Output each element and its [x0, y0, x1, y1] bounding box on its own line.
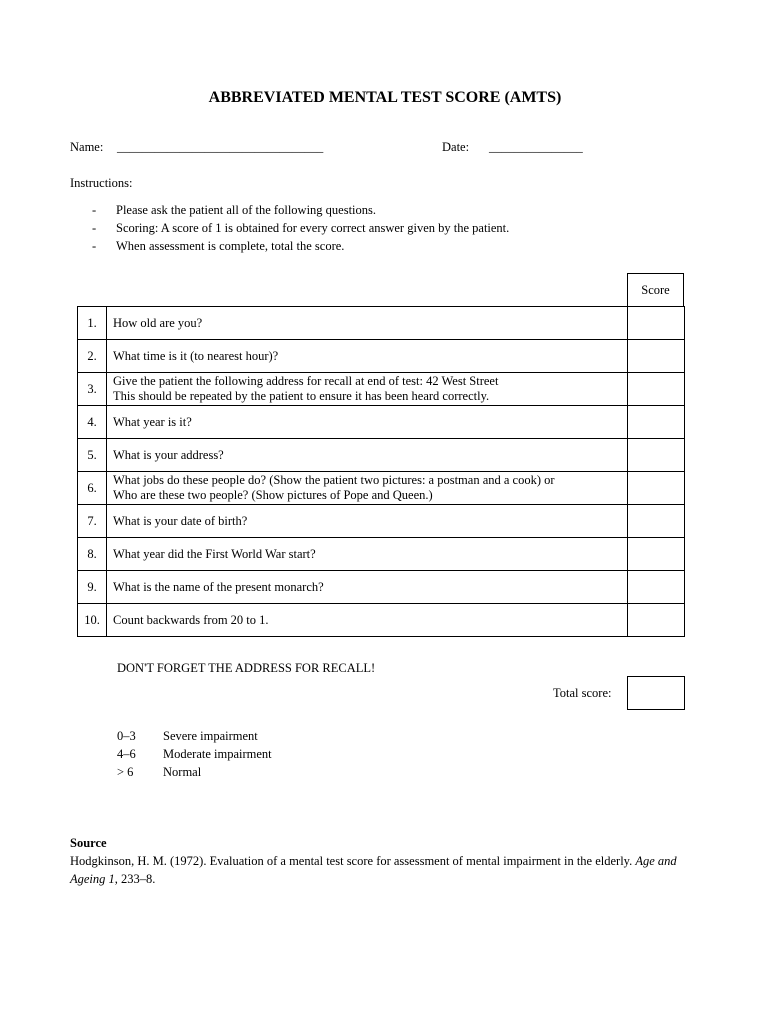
question-number: 5.	[78, 439, 107, 472]
table-row	[78, 571, 685, 604]
question-line-1: Give the patient the following address for recall at end of test: 42 West Street	[113, 374, 499, 388]
date-label: Date:	[442, 140, 470, 154]
table-row	[78, 340, 685, 373]
question-number: 7.	[78, 505, 107, 538]
question-text	[107, 439, 628, 472]
instruction-text: When assessment is complete, total the score.	[116, 239, 345, 253]
score-range: 4–6	[117, 747, 136, 761]
question-number: 3.	[78, 373, 107, 406]
citation-pages: , 233–8.	[114, 872, 156, 886]
question-text	[107, 340, 628, 373]
question-line-1: What time is it (to nearest hour)?	[113, 348, 279, 363]
instructions-heading: Instructions:	[70, 176, 133, 190]
question-line-1: What jobs do these people do? (Show the patient two pictures: a postman and a cook) or	[113, 473, 555, 487]
source-heading: Source	[70, 836, 107, 850]
question-text	[107, 472, 628, 505]
score-range-row	[117, 765, 201, 780]
table-row	[78, 472, 685, 505]
question-line-1: What is your date of birth?	[113, 513, 248, 528]
score-cell[interactable]	[628, 373, 685, 406]
score-cell[interactable]	[628, 472, 685, 505]
name-field[interactable]: _________________________________	[117, 140, 324, 154]
score-range-row	[117, 729, 258, 744]
table-row	[78, 307, 685, 340]
question-text	[107, 538, 628, 571]
page-title: ABBREVIATED MENTAL TEST SCORE (AMTS)	[208, 89, 562, 106]
table-row	[78, 373, 685, 406]
score-cell[interactable]	[628, 340, 685, 373]
total-score-field[interactable]	[627, 676, 685, 710]
score-cell[interactable]	[628, 538, 685, 571]
score-range-label: Severe impairment	[163, 729, 258, 743]
score-cell[interactable]	[628, 439, 685, 472]
recall-reminder: DON'T FORGET THE ADDRESS FOR RECALL!	[117, 661, 376, 675]
question-text	[107, 505, 628, 538]
question-number: 10.	[78, 604, 107, 637]
table-row	[78, 604, 685, 637]
question-text	[107, 307, 628, 340]
total-score-label: Total score:	[553, 686, 612, 700]
score-range-label: Normal	[163, 765, 202, 779]
questions-table	[77, 306, 685, 637]
score-cell[interactable]	[628, 505, 685, 538]
question-number: 2.	[78, 340, 107, 373]
table-row	[78, 538, 685, 571]
question-number: 8.	[78, 538, 107, 571]
question-text	[107, 571, 628, 604]
instruction-item	[92, 203, 376, 218]
date-field[interactable]: _______________	[489, 140, 583, 154]
question-line-2: This should be repeated by the patient to ensure it has been heard correctly.	[113, 389, 490, 403]
table-row	[78, 406, 685, 439]
question-line-1: What year did the First World War start?	[113, 546, 316, 561]
question-line-1: How old are you?	[113, 315, 203, 330]
source-citation	[70, 852, 680, 888]
question-line-1: What is your address?	[113, 447, 224, 462]
table-row	[78, 505, 685, 538]
score-column-header: Score	[627, 273, 684, 306]
instruction-text: Please ask the patient all of the following questions.	[116, 203, 377, 217]
score-cell[interactable]	[628, 307, 685, 340]
question-text	[107, 604, 628, 637]
table-row	[78, 439, 685, 472]
score-range: > 6	[117, 765, 134, 779]
bullet-dash: -	[92, 239, 97, 253]
score-range-label: Moderate impairment	[163, 747, 272, 761]
question-number: 6.	[78, 472, 107, 505]
citation-text: Hodgkinson, H. M. (1972). Evaluation of a mental test score for assessment of mental impairment in the elderly.	[70, 854, 636, 868]
score-range: 0–3	[117, 729, 136, 743]
instruction-item	[92, 239, 344, 254]
question-line-1: What is the name of the present monarch?	[113, 579, 324, 594]
question-line-1: What year is it?	[113, 414, 192, 429]
question-text	[107, 373, 628, 406]
question-number: 9.	[78, 571, 107, 604]
question-line-2: Who are these two people? (Show pictures of Pope and Queen.)	[113, 488, 433, 502]
instruction-text: Scoring: A score of 1 is obtained for every correct answer given by the patient.	[116, 221, 510, 235]
bullet-dash: -	[92, 221, 97, 235]
instruction-item	[92, 221, 509, 236]
question-text	[107, 406, 628, 439]
citation-journal: Age and Ageing 1	[70, 854, 677, 886]
score-range-row	[117, 747, 272, 762]
bullet-dash: -	[92, 203, 97, 217]
score-cell[interactable]	[628, 604, 685, 637]
score-cell[interactable]	[628, 406, 685, 439]
question-line-1: Count backwards from 20 to 1.	[113, 612, 269, 627]
score-cell[interactable]	[628, 571, 685, 604]
question-number: 1.	[78, 307, 107, 340]
name-label: Name:	[70, 140, 104, 154]
question-number: 4.	[78, 406, 107, 439]
